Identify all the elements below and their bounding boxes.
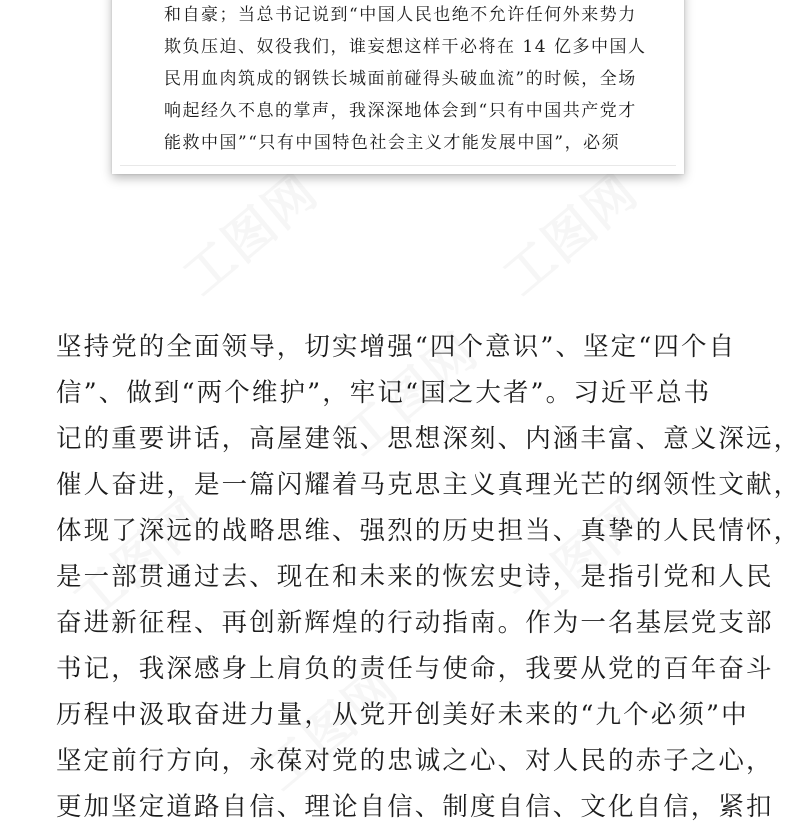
watermark: 工图网 — [62, 486, 219, 632]
body-line: 奋进新征程、再创新辉煌的行动指南。作为一名基层党支部 — [56, 608, 774, 638]
excerpt-line: 和自豪；当总书记说到“中国人民也绝不允许任何外来势力 — [164, 5, 637, 25]
watermark: 工图网 — [492, 161, 649, 307]
watermark: 工图网 — [252, 656, 409, 802]
excerpt-card-content — [120, 0, 676, 166]
watermark: 工图网 — [172, 161, 329, 307]
body-line: 信”、做到“两个维护”，牢记“国之大者”。习近平总书 — [56, 378, 712, 408]
body-line: 记的重要讲话，高屋建瓴、思想深刻、内涵丰富、意义深远， — [56, 424, 801, 454]
body-line: 是一部贯通过去、现在和未来的恢宏史诗，是指引党和人民 — [56, 562, 774, 592]
body-line: 坚定前行方向，永葆对党的忠诚之心、对人民的赤子之心， — [56, 746, 774, 776]
body-line: 坚持党的全面领导，切实增强“四个意识”、坚定“四个自 — [56, 332, 737, 362]
excerpt-line: 能救中国”“只有中国特色社会主义才能发展中国”，必须 — [164, 133, 621, 153]
excerpt-line: 民用血肉筑成的钢铁长城面前碰得头破血流”的时候，全场 — [164, 69, 637, 89]
body-line: 催人奋进，是一篇闪耀着马克思主义真理光芒的纲领性文献， — [56, 470, 801, 500]
watermark: 工图网 — [332, 321, 489, 467]
body-line: 体现了深远的战略思维、强烈的历史担当、真挚的人民情怀， — [56, 516, 801, 546]
body-line: 更加坚定道路自信、理论自信、制度自信、文化自信，紧扣 — [56, 792, 774, 822]
excerpt-line: 响起经久不息的掌声，我深深地体会到“只有中国共产党才 — [164, 101, 637, 121]
body-line: 书记，我深感身上肩负的责任与使命，我要从党的百年奋斗 — [56, 654, 774, 684]
excerpt-line: 欺负压迫、奴役我们，谁妄想这样干必将在 14 亿多中国人 — [164, 37, 647, 57]
body-line: 历程中汲取奋进力量，从党开创美好未来的“九个必须”中 — [56, 700, 749, 730]
watermark: 工图网 — [502, 486, 659, 632]
excerpt-card — [112, 0, 684, 174]
